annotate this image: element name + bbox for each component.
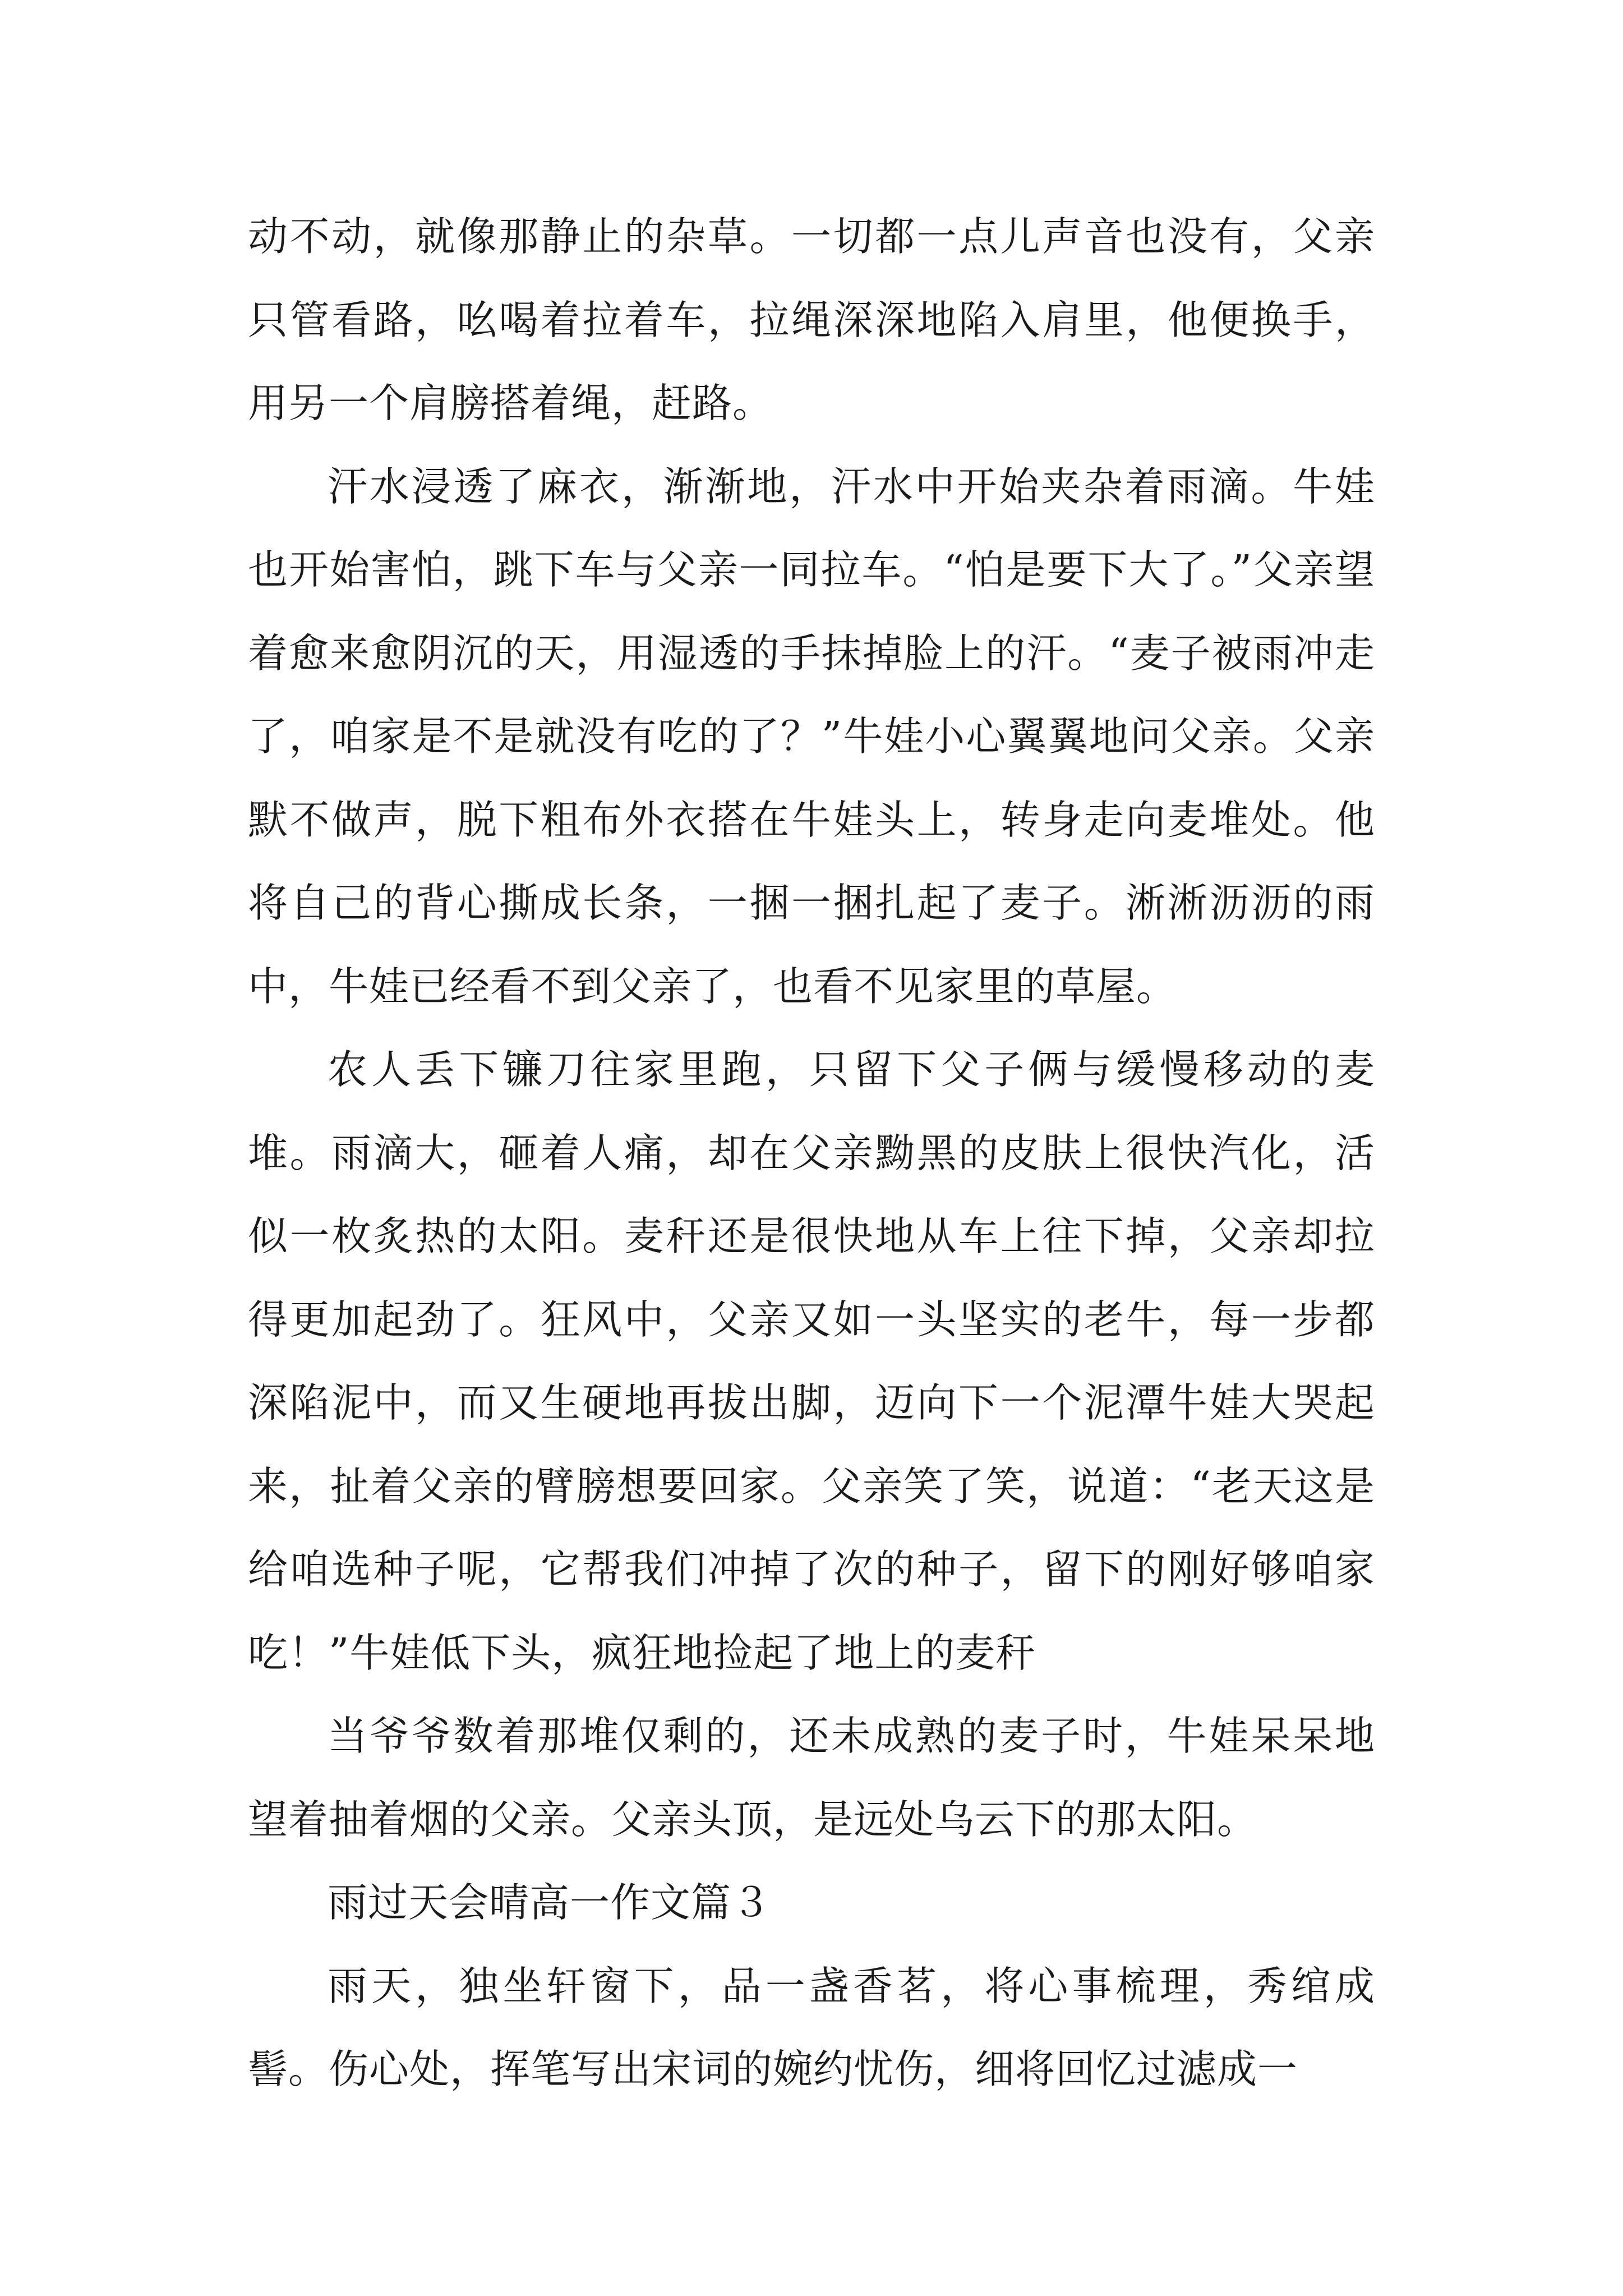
paragraph: 雨天，独坐轩窗下，品一盏香茗，将心事梳理，秀绾成髻。伤心处，挥笔写出宋词的婉约忧伤，细将回忆过滤成一 [248,1962,1375,2092]
document-body [248,195,1375,2111]
section-heading: 雨过天会晴高一作文篇３ [328,1879,772,1926]
paragraph: 当爷爷数着那堆仅剩的，还未成熟的麦子时，牛娃呆呆地望着抽着烟的父亲。父亲头顶，是远处乌云下的那太阳。 [248,1713,1375,1843]
paragraph: 农人丢下镰刀往家里跑，只留下父子俩与缓慢移动的麦堆。雨滴大，砸着人痛，却在父亲黝黑的皮肤上很快汽化，活似一枚炙热的太阳。麦秆还是很快地从车上往下掉，父亲却拉得更加起劲了。狂风中，父亲又如一头坚实的老牛，每一步都深陷泥中，而又生硬地再拔出脚，迈向下一个泥潭牛娃大哭起来，扯着父亲的臂膀想要回家。父亲笑了笑，说道：“老天这是给咱选种子呢，它帮我们冲掉了次的种子，留下的刚好够咱家吃！”牛娃低下头，疯狂地捡起了地上的麦秆 [248,1046,1375,1676]
paragraph-continued: 动不动，就像那静止的杂草。一切都一点儿声音也没有，父亲只管看路，吆喝着拉着车，拉绳深深地陷入肩里，他便换手，用另一个肩膀搭着绳，赶路。 [248,213,1375,426]
paragraph: 汗水浸透了麻衣，渐渐地，汗水中开始夹杂着雨滴。牛娃也开始害怕，跳下车与父亲一同拉车。“怕是要下大了。”父亲望着愈来愈阴沉的天，用湿透的手抹掉脸上的汗。“麦子被雨冲走了，咱家是不是就没有吃的了？”牛娃小心翼翼地问父亲。父亲默不做声，脱下粗布外衣搭在牛娃头上，转身走向麦堆处。他将自己的背心撕成长条，一捆一捆扎起了麦子。淅淅沥沥的雨中，牛娃已经看不到父亲了，也看不见家里的草屋。 [248,463,1375,1010]
